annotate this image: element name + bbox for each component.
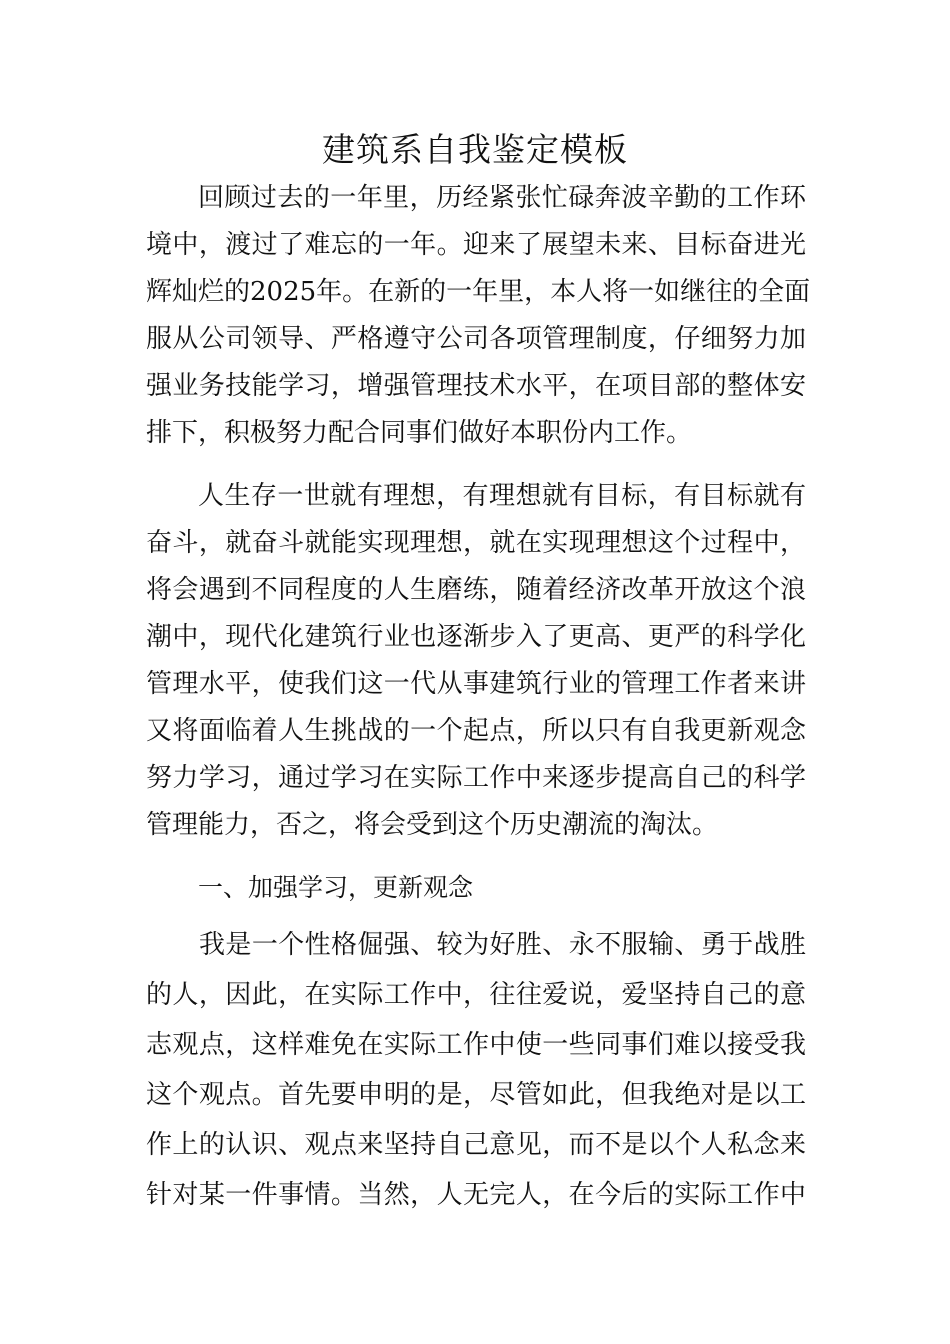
paragraph-line: 回顾过去的一年里，历经紧张忙碌奔波辛勤的工作环 — [198, 183, 806, 213]
section-heading: 一、加强学习，更新观念 — [198, 873, 474, 902]
paragraph-line: 又将面临着人生挑战的一个起点，所以只有自我更新观念 — [146, 716, 806, 746]
paragraph-line: 奋斗，就奋斗就能实现理想，就在实现理想这个过程中， — [146, 528, 806, 558]
paragraph-line: 服从公司领导、严格遵守公司各项管理制度，仔细努力加 — [146, 324, 806, 354]
paragraph-line: 针对某一件事情。当然，人无完人，在今后的实际工作中 — [146, 1180, 806, 1210]
paragraph-line: 人生存一世就有理想，有理想就有目标，有目标就有 — [198, 481, 806, 511]
paragraph-line: 管理能力，否之，将会受到这个历史潮流的淘汰。 — [146, 810, 719, 840]
paragraph-line: 境中，渡过了难忘的一年。迎来了展望未来、目标奋进光 — [146, 230, 806, 260]
paragraph-line: 强业务技能学习，增强管理技术水平，在项目部的整体安 — [146, 371, 806, 401]
paragraph-line: 辉灿烂的2025年。在新的一年里，本人将一如继往的全面 — [146, 277, 811, 307]
paragraph-line: 的人，因此，在实际工作中，往往爱说，爱坚持自己的意 — [146, 980, 806, 1010]
paragraph-line: 作上的认识、观点来坚持自己意见，而不是以个人私念来 — [146, 1130, 806, 1160]
paragraph-line: 这个观点。首先要申明的是，尽管如此，但我绝对是以工 — [146, 1080, 806, 1110]
document-title: 建筑系自我鉴定模板 — [322, 130, 628, 169]
paragraph-line: 排下，积极努力配合同事们做好本职份内工作。 — [146, 418, 693, 448]
paragraph-line: 努力学习，通过学习在实际工作中来逐步提高自己的科学 — [146, 763, 806, 793]
paragraph-line: 我是一个性格倔强、较为好胜、永不服输、勇于战胜 — [199, 930, 806, 960]
paragraph-line: 潮中，现代化建筑行业也逐渐步入了更高、更严的科学化 — [146, 622, 806, 652]
paragraph-line: 管理水平，使我们这一代从事建筑行业的管理工作者来讲 — [146, 669, 806, 699]
paragraph-line: 志观点，这样难免在实际工作中使一些同事们难以接受我 — [146, 1030, 806, 1060]
paragraph-line: 将会遇到不同程度的人生磨练，随着经济改革开放这个浪 — [146, 575, 806, 605]
